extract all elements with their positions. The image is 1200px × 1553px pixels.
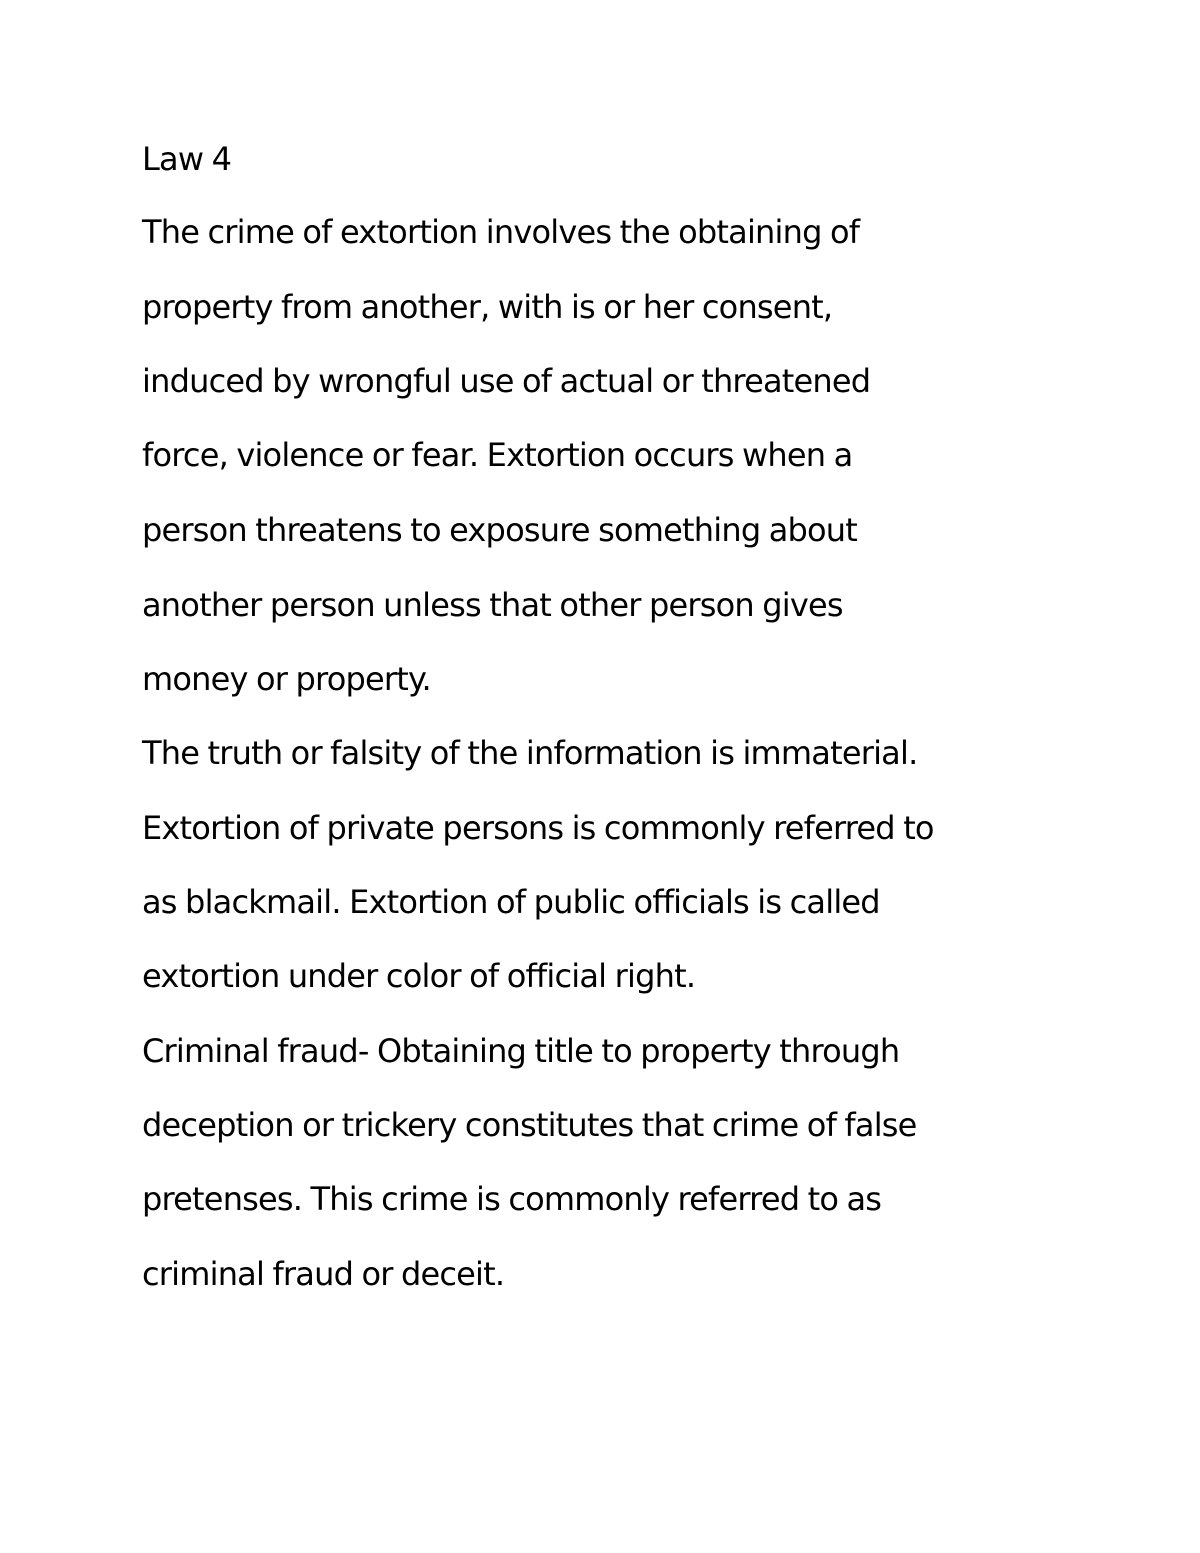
paragraph-2-line-4: extortion under color of official right.: [142, 957, 696, 995]
paragraph-1-line-5: person threatens to exposure something about: [142, 511, 858, 549]
paragraph-1-line-3: induced by wrongful use of actual or threatened: [142, 362, 871, 400]
paragraph-1-line-6: another person unless that other person gives: [142, 586, 843, 624]
paragraph-2-line-3: as blackmail. Extortion of public officials is called: [142, 883, 880, 921]
paragraph-3-line-4: criminal fraud or deceit.: [142, 1255, 505, 1293]
paragraph-3-line-2: deception or trickery constitutes that crime of false: [142, 1106, 917, 1144]
document-title: Law 4: [142, 140, 232, 178]
paragraph-1-line-4: force, violence or fear. Extortion occurs when a: [142, 436, 853, 474]
paragraph-2-line-1: The truth or falsity of the information is immaterial.: [142, 734, 918, 772]
paragraph-1-line-2: property from another, with is or her consent,: [142, 288, 833, 326]
paragraph-1-line-7: money or property.: [142, 660, 431, 698]
paragraph-1-line-1: The crime of extortion involves the obtaining of: [142, 213, 860, 251]
paragraph-3-line-3: pretenses. This crime is commonly referred to as: [142, 1180, 882, 1218]
paragraph-3-line-1: Criminal fraud- Obtaining title to property through: [142, 1032, 900, 1070]
paragraph-2-line-2: Extortion of private persons is commonly referred to: [142, 809, 934, 847]
